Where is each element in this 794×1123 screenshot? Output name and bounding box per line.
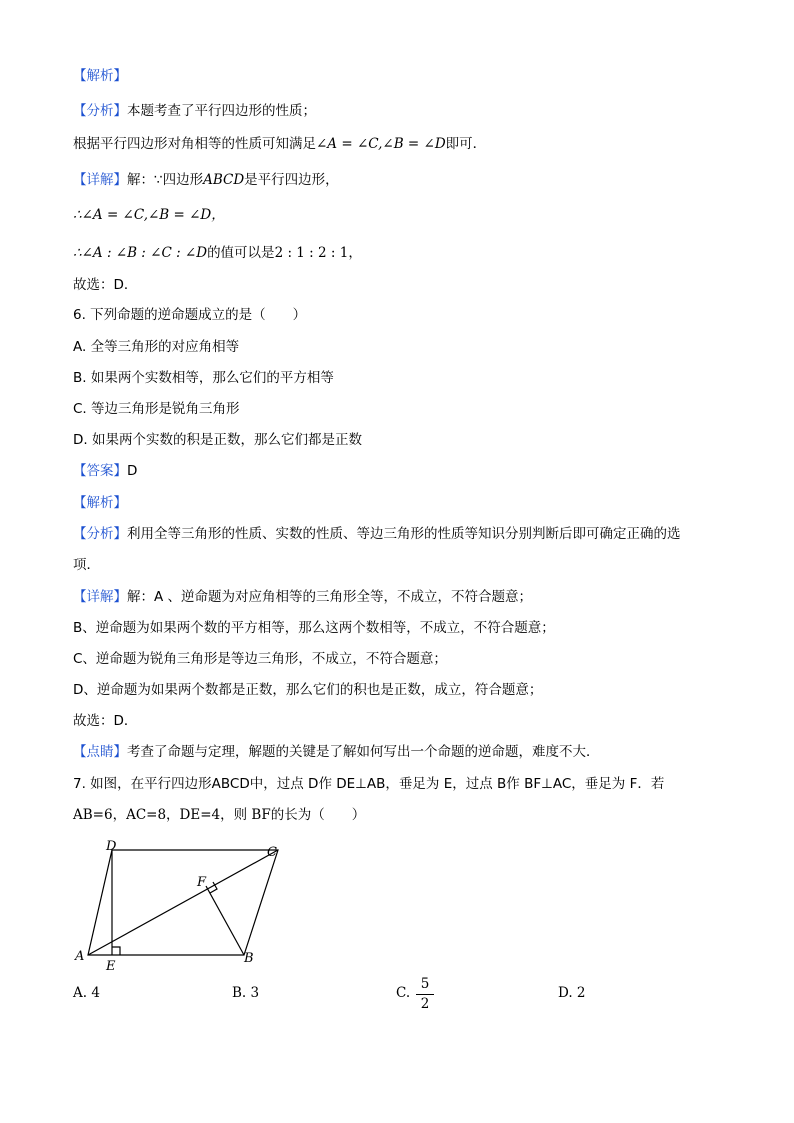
analysis-tag: 【分析】 <box>73 103 127 119</box>
segment-bf <box>206 886 244 955</box>
q6-detail-tag: 【详解】 <box>73 589 127 605</box>
section-jiexi-heading: 【解析】 <box>73 68 127 84</box>
reason-text-a: 根据平行四边形对角相等的性质可知满足 <box>73 136 316 152</box>
q6-analysis-tag: 【分析】 <box>73 526 127 542</box>
ratio-value: 2 : 1 : 2 : 1 <box>274 245 349 261</box>
analysis-text: 本题考查了平行四边形的性质； <box>127 103 316 119</box>
q7-stem-line-1: 7. 如图，在平行四边形ABCD中，过点 D作 DE⊥AB，垂足为 E，过点 B作 BF⊥AC，垂足为 F．若 <box>73 776 665 792</box>
prev-choice: 故选：D． <box>73 277 138 293</box>
q6-option-c: C. 等边三角形是锐角三角形 <box>73 401 240 417</box>
ratio-text: 的值可以是 <box>207 245 275 261</box>
detail-tag: 【详解】 <box>73 172 127 188</box>
q7-option-d: D. 2 <box>558 985 586 1001</box>
fraction-denominator: 2 <box>420 996 430 1012</box>
ratio-math: ∴∠A : ∠B : ∠C : ∠D <box>73 245 208 261</box>
q6-answer-tag: 【答案】 <box>73 463 127 479</box>
q6-stem: 6. 下列命题的逆命题成立的是（ ） <box>73 307 307 323</box>
fraction-numerator: 5 <box>420 976 430 992</box>
q6-analysis-text-1: 利用全等三角形的性质、实数的性质、等边三角形的性质等知识分别判断后即可确定正确的选 <box>127 526 681 542</box>
detail-text-b: 是平行四边形， <box>244 172 339 188</box>
q6-jiexi-heading: 【解析】 <box>73 495 127 511</box>
q7-option-c-fraction <box>414 976 436 1013</box>
detail-step-1: ∴∠A = ∠C,∠B = ∠D， <box>73 207 225 223</box>
label-d: D <box>106 839 117 854</box>
fraction-bar <box>416 994 434 995</box>
q6-analysis-text-2: 项． <box>73 557 100 573</box>
q7-option-c-label: C. <box>396 985 411 1001</box>
q6-option-b: B. 如果两个实数相等，那么它们的平方相等 <box>73 370 334 386</box>
q6-detail-line-4: D、逆命题为如果两个数都是正数，那么它们的积也是正数，成立，符合题意； <box>73 682 543 698</box>
q6-detail-line-3: C、逆命题为锐角三角形是等边三角形，不成立，不符合题意； <box>73 651 447 667</box>
label-f: F <box>197 875 207 890</box>
reason-text-b: 即可． <box>445 136 487 152</box>
q7-option-a: A. 4 <box>73 985 100 1001</box>
label-e: E <box>106 959 116 974</box>
q7-option-b: B. 3 <box>232 985 260 1001</box>
right-angle-mark-e <box>112 947 120 955</box>
label-c: C <box>267 845 277 860</box>
q6-detail-line-2: B、逆命题为如果两个数的平方相等，那么这两个数相等，不成立，不符合题意； <box>73 620 555 636</box>
label-a: A <box>75 949 85 964</box>
q6-comment-tag: 【点睛】 <box>73 744 127 760</box>
q6-choice: 故选：D． <box>73 713 138 729</box>
label-b: B <box>244 951 254 966</box>
q6-answer: D <box>127 463 138 479</box>
reason-math: ∠A = ∠C,∠B = ∠D <box>316 136 446 152</box>
ratio-end: ， <box>348 245 362 261</box>
q7-stem-line-2: AB=6，AC=8，DE=4，则 BF的长为（ ） <box>73 807 366 823</box>
q6-detail-text-1: 解：A 、逆命题为对应角相等的三角形全等，不成立，不符合题意； <box>127 589 533 605</box>
detail-math: ABCD <box>203 172 245 188</box>
q6-option-a: A. 全等三角形的对应角相等 <box>73 339 240 355</box>
detail-text-a: 解：∵四边形 <box>127 172 204 188</box>
q6-comment-text: 考查了命题与定理，解题的关键是了解如何写出一个命题的逆命题，难度不大． <box>127 744 600 760</box>
q6-option-d: D. 如果两个实数的积是正数，那么它们都是正数 <box>73 432 362 448</box>
